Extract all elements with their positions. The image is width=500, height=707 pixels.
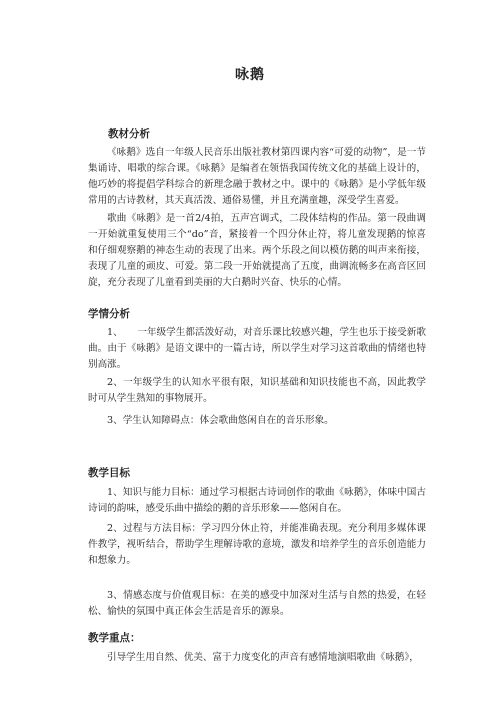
paragraph-learner-analysis-2: 2、一年级学生的认知水平很有限，知识基础和知识技能也不高，因此教学时可从学生熟知的事物展开。 xyxy=(88,377,426,404)
paragraph-textbook-analysis-1: 《咏鹅》选自一年级人民音乐出版社教材第四课内容“可爱的动物”，是一节集诵诗、唱歌的综合课。《咏鹅》是编者在领悟我国传统文化的基础上设计的，他巧妙的将提倡学科综合的新理念融于教材之中。课中的《咏鹅》是小学低年级常用的古诗教材，其天真活泼、通俗易懂，并且充满童趣，深受学生喜爱。 xyxy=(88,147,426,206)
paragraph-teaching-focus-1: 引导学生用自然、优美、富于力度变化的声音有感情地演唱歌曲《咏鹅》， xyxy=(107,652,419,663)
section-heading-teaching-objectives: 教学目标 xyxy=(88,467,130,479)
paragraph-textbook-analysis-2: 歌曲《咏鹅》是一首2/4拍，五声宫调式，二段体结构的作品。第一段曲调一开始就重复使用三个“do”音，紧接着一个四分休止符，将儿童发现鹅的惊喜和仔细观察鹅的神态生动的表现了出来。两个乐段之间以模仿鹅的叫声来衔接，表现了儿童的顽皮、可爱。第二段一开始就提高了五度，曲调流畅多在高音区回旋，充分表现了儿童看到美丽的大白鹅时兴奋、快乐的心情。 xyxy=(88,213,426,288)
paragraph-teaching-objectives-2: 2、过程与方法目标：学习四分休止符，并能准确表现。充分利用多媒体课件教学，视听结合，帮助学生理解诗歌的意境，激发和培养学生的音乐创造能力和想象力。 xyxy=(88,523,426,566)
section-heading-teaching-focus: 教学重点： xyxy=(88,632,141,644)
paragraph-teaching-objectives-1: 1、知识与能力目标：通过学习根据古诗词创作的歌曲《咏鹅》，体味中国古诗词的韵味，感受乐曲中描绘的鹅的音乐形象——悠闲自在。 xyxy=(88,487,426,514)
paragraph-learner-analysis-3: 3、学生认知障碍点：体会歌曲悠闲自在的音乐形象。 xyxy=(107,415,334,426)
page-title: 咏鹅 xyxy=(235,67,265,83)
paragraph-learner-analysis-1: 1、 一年级学生都活泼好动，对音乐课比较感兴趣，学生也乐于接受新歌曲。由于《咏鹅》是语文课中的一篇古诗，所以学生对学习这首歌曲的情绪也特别高涨。 xyxy=(88,327,426,370)
section-heading-learner-analysis: 学情分析 xyxy=(88,308,130,320)
paragraph-teaching-objectives-3: 3、情感态度与价值观目标：在美的感受中加深对生活与自然的热爱，在轻松、愉快的氛围中真正体会生活是音乐的源泉。 xyxy=(88,590,426,617)
section-heading-textbook-analysis: 教材分析 xyxy=(108,128,150,140)
